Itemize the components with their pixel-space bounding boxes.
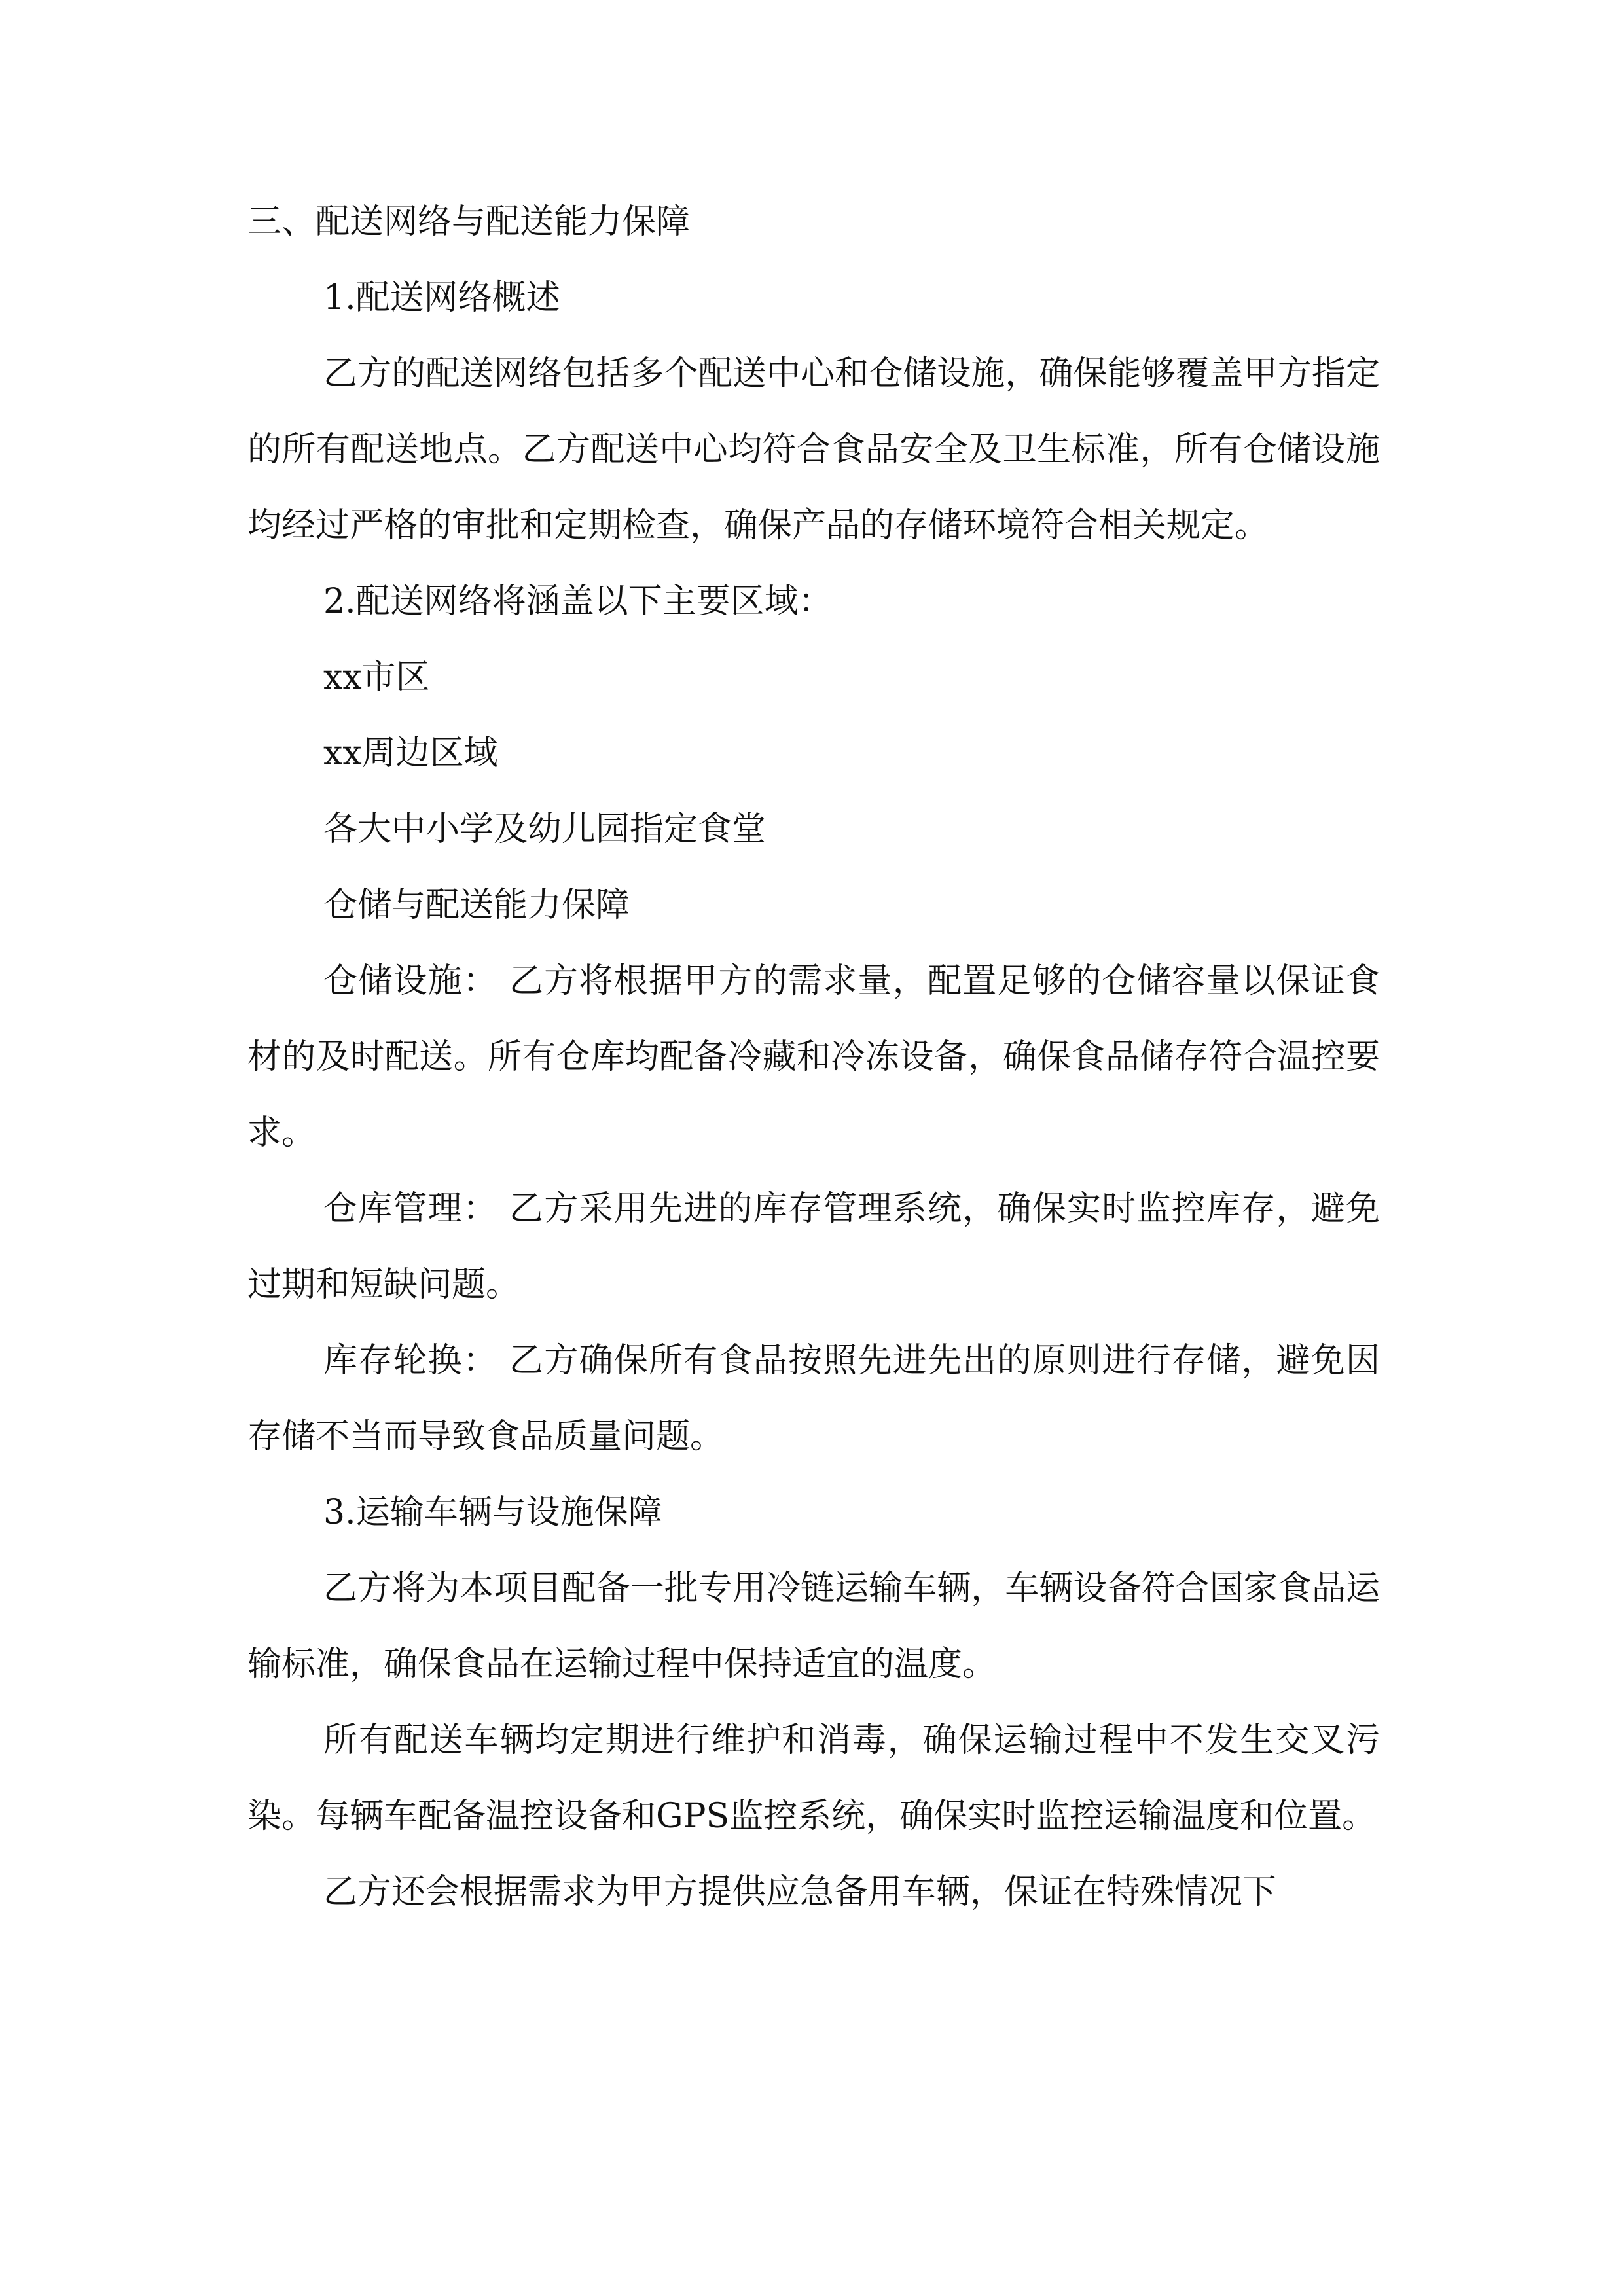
paragraph-emergency-vehicles: 乙方还会根据需求为甲方提供应急备用车辆，保证在特殊情况下 xyxy=(323,1873,1277,1912)
paragraph-inventory-rotation: 库存轮换： 乙方确保所有食品按照先进先出的原则进行存储，避免因存储不当而导致食品质量问题。 xyxy=(247,1341,1380,1456)
subheading-network-overview: 1.配送网络概述 xyxy=(323,278,560,317)
paragraph-network-description: 乙方的配送网络包括多个配送中心和仓储设施，确保能够覆盖甲方指定的所有配送地点。乙方配送中心均符合食品安全及卫生标准，所有仓储设施均经过严格的审批和定期检查，确保产品的存储环境符合相关规定。 xyxy=(247,354,1380,545)
document-body xyxy=(247,184,1380,1930)
paragraph-cold-chain-vehicles: 乙方将为本项目配备一批专用冷链运输车辆，车辆设备符合国家食品运输标准，确保食品在运输过程中保持适宜的温度。 xyxy=(247,1569,1380,1684)
subheading-vehicles-facilities: 3.运输车辆与设施保障 xyxy=(323,1493,662,1532)
paragraph-warehouse-management: 仓库管理： 乙方采用先进的库存管理系统，确保实时监控库存，避免过期和短缺问题。 xyxy=(247,1189,1380,1304)
paragraph-storage-facilities: 仓储设施： 乙方将根据甲方的需求量，配置足够的仓储容量以保证食材的及时配送。所有仓库均配备冷藏和冷冻设备，确保食品储存符合温控要求。 xyxy=(247,961,1380,1153)
section-title: 三、配送网络与配送能力保障 xyxy=(247,202,691,242)
list-item-area-city: xx市区 xyxy=(323,658,430,697)
list-item-area-surrounding: xx周边区域 xyxy=(323,734,498,773)
list-item-area-schools: 各大中小学及幼儿园指定食堂 xyxy=(323,810,767,849)
subheading-storage-capacity: 仓储与配送能力保障 xyxy=(323,886,630,925)
paragraph-vehicle-maintenance: 所有配送车辆均定期进行维护和消毒，确保运输过程中不发生交叉污染。每辆车配备温控设备和GPS监控系统，确保实时监控运输温度和位置。 xyxy=(247,1721,1380,1836)
subheading-coverage-areas: 2.配送网络将涵盖以下主要区域： xyxy=(323,582,833,621)
